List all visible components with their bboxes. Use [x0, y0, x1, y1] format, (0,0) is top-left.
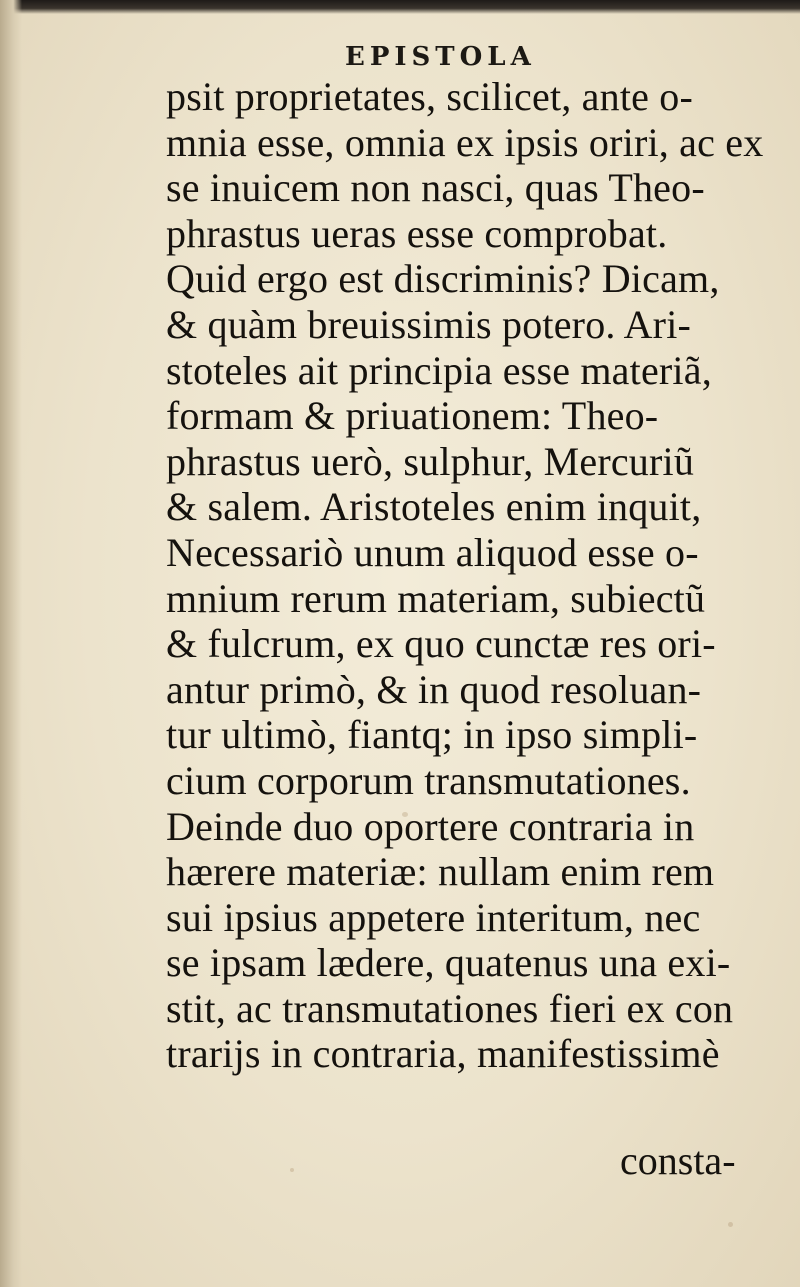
foxing-spot	[290, 1168, 294, 1172]
text-line: Quid ergo est discriminis? Dicam,	[166, 256, 720, 302]
text-line: phrastus uerò, sulphur, Mercuriũ	[166, 438, 695, 484]
text-line: tur ultimò, fiantq; in ipso simpli-	[166, 712, 698, 758]
text-line: & salem. Aristoteles enim inquit,	[166, 484, 702, 530]
text-line: mnia esse, omnia ex ipsis oriri, ac ex	[166, 119, 764, 165]
text-block	[166, 74, 766, 1077]
text-line: & fulcrum, ex quo cunctæ res ori-	[166, 621, 716, 667]
foxing-spot	[728, 1222, 733, 1227]
text-line: hærere materiæ: nullam enim rem	[166, 849, 715, 895]
text-line: trarijs in contraria, manifestissimè	[166, 1031, 720, 1077]
text-line: & quàm breuissimis potero. Ari-	[166, 301, 692, 347]
page-top-shadow	[0, 0, 800, 14]
running-head: EPISTOLA	[345, 42, 536, 72]
catchword: consta-	[620, 1138, 736, 1183]
text-line: sui ipsius appetere interitum, nec	[166, 894, 701, 940]
text-line: stit, ac transmutationes fieri ex con	[166, 985, 734, 1031]
page-left-binding-edge	[0, 0, 22, 1287]
text-line: se inuicem non nasci, quas Theo-	[166, 165, 705, 211]
text-line: antur primò, & in quod resoluan-	[166, 666, 702, 712]
text-line: stoteles ait principia esse materiã,	[166, 347, 712, 393]
text-line: formam & priuationem: Theo-	[166, 393, 659, 439]
text-line: cium corporum transmutationes.	[166, 757, 691, 803]
text-line: se ipsam lædere, quatenus una exi-	[166, 940, 731, 986]
text-line: phrastus ueras esse comprobat.	[166, 210, 668, 256]
text-line: Deinde duo oportere contraria in	[166, 803, 695, 849]
text-line: Necessariò unum aliquod esse o-	[166, 529, 699, 575]
text-line: psit proprietates, scilicet, ante o-	[166, 74, 694, 119]
text-line: mnium rerum materiam, subiectũ	[166, 575, 706, 621]
